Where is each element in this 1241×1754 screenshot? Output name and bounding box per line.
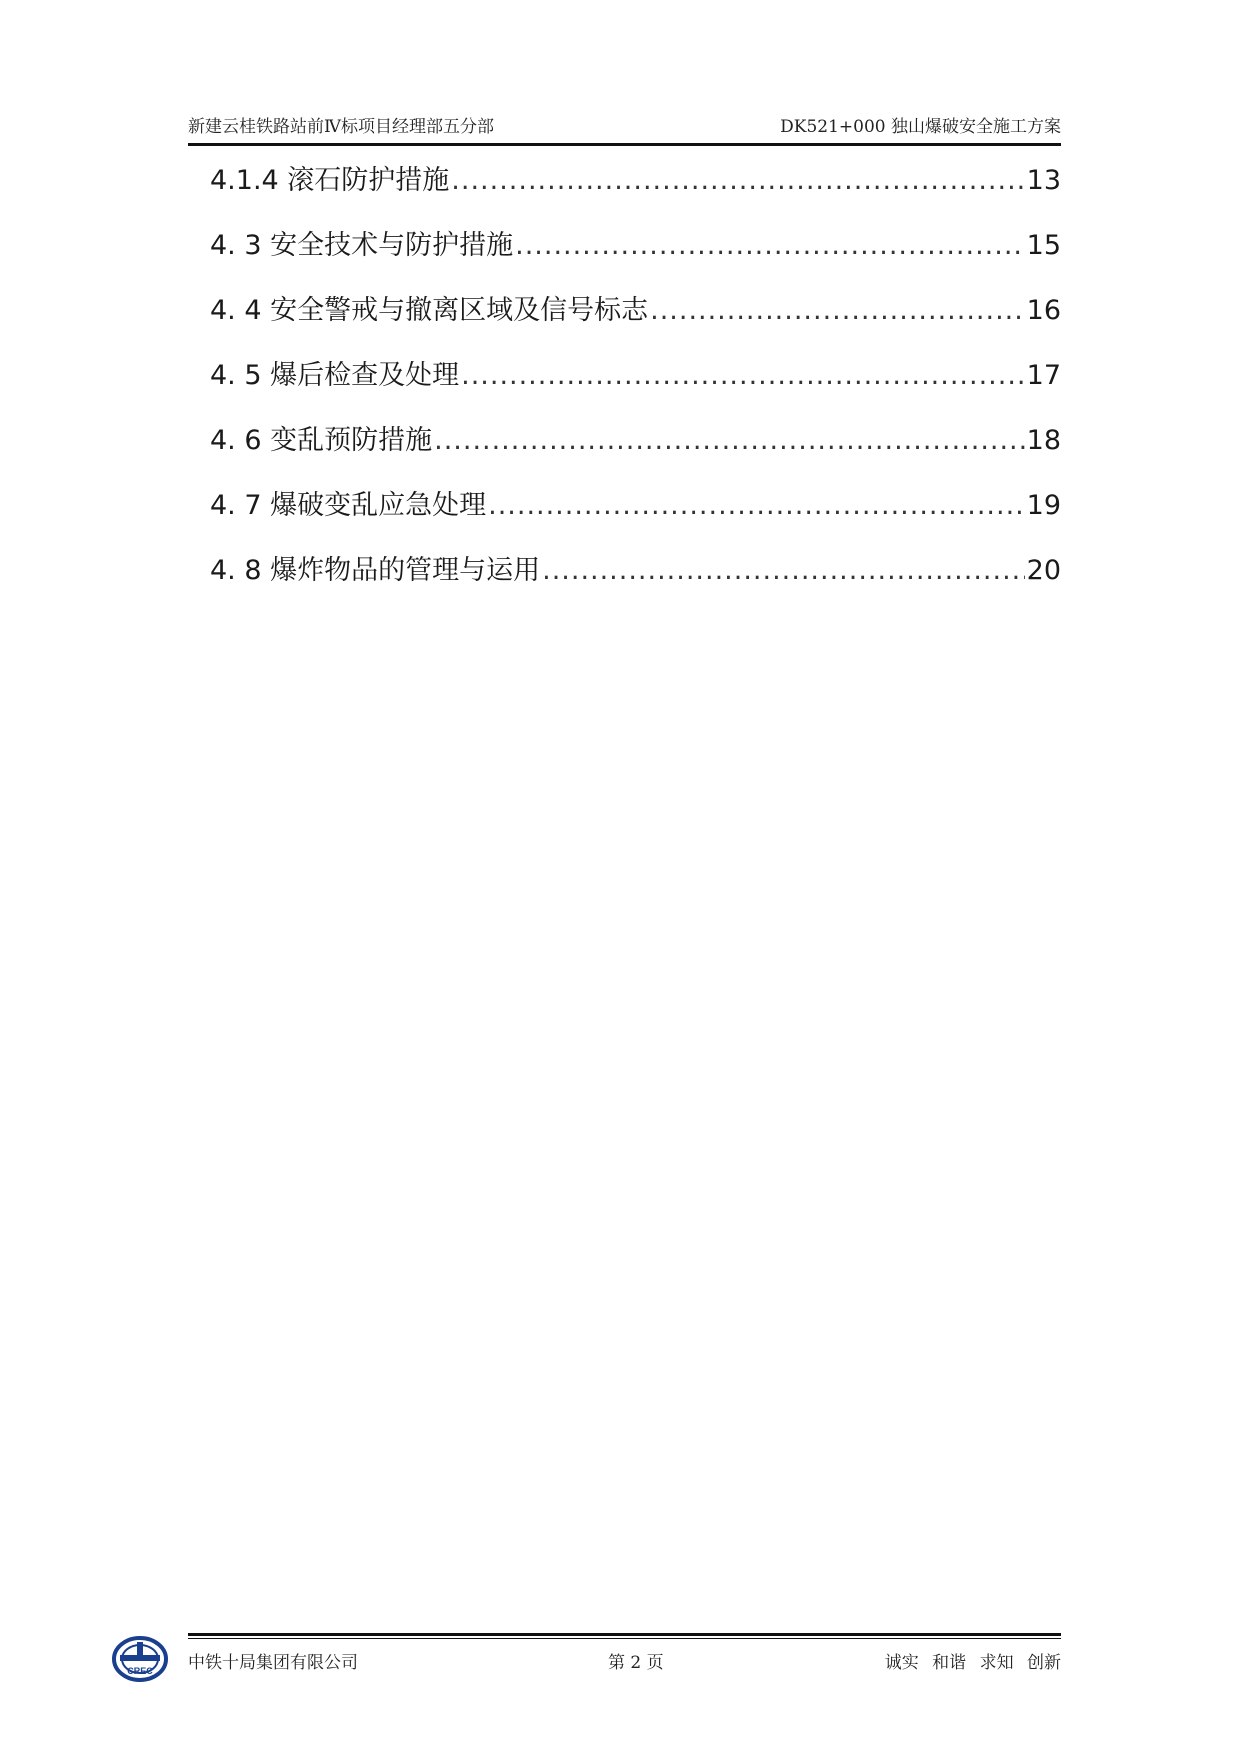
header-project-name: 新建云桂铁路站前Ⅳ标项目经理部五分部 (188, 117, 494, 137)
logo-text: CREC (127, 1666, 153, 1676)
toc-dot-leader (434, 425, 1025, 456)
creg-logo-icon (112, 1636, 168, 1682)
toc-dot-leader (451, 165, 1024, 196)
toc-page-number: 20 (1026, 555, 1061, 586)
toc-dot-leader (488, 490, 1025, 521)
toc-entry[interactable] (210, 548, 1061, 613)
toc-page-number: 19 (1026, 490, 1061, 521)
footer-divider-thick (188, 1633, 1061, 1636)
toc-entry[interactable] (210, 223, 1061, 288)
toc-entry-title: 4. 7 爆破变乱应急处理 (210, 490, 487, 521)
toc-entry-title: 4. 4 安全警戒与撤离区域及信号标志 (210, 295, 649, 326)
toc-entry-title: 4. 5 爆后检查及处理 (210, 360, 460, 391)
toc-entry-title: 4. 8 爆炸物品的管理与运用 (210, 555, 541, 586)
toc-entry[interactable] (210, 483, 1061, 548)
toc-entry[interactable] (210, 418, 1061, 483)
table-of-contents (210, 158, 1061, 613)
toc-entry-title: 4.1.4 滚石防护措施 (210, 165, 450, 196)
toc-entry-title: 4. 3 安全技术与防护措施 (210, 230, 514, 261)
footer-company-name: 中铁十局集团有限公司 (188, 1653, 358, 1673)
header-document-title: DK521+000 独山爆破安全施工方案 (780, 117, 1061, 137)
footer-motto: 诚实 和谐 求知 创新 (884, 1653, 1061, 1673)
toc-page-number: 16 (1026, 295, 1061, 326)
toc-entry[interactable] (210, 158, 1061, 223)
footer-page-number: 第 2 页 (608, 1653, 664, 1673)
toc-dot-leader (650, 295, 1025, 326)
page-header (188, 108, 1061, 136)
toc-page-number: 13 (1026, 165, 1061, 196)
toc-entry[interactable] (210, 288, 1061, 353)
footer-divider-thin (188, 1638, 1061, 1639)
toc-page-number: 15 (1026, 230, 1061, 261)
toc-page-number: 18 (1026, 425, 1061, 456)
toc-dot-leader (542, 555, 1025, 586)
header-divider (188, 143, 1061, 146)
toc-page-number: 17 (1026, 360, 1061, 391)
toc-dot-leader (461, 360, 1025, 391)
toc-dot-leader (515, 230, 1025, 261)
toc-entry[interactable] (210, 353, 1061, 418)
toc-entry-title: 4. 6 变乱预防措施 (210, 425, 433, 456)
page-footer (188, 1648, 1061, 1678)
